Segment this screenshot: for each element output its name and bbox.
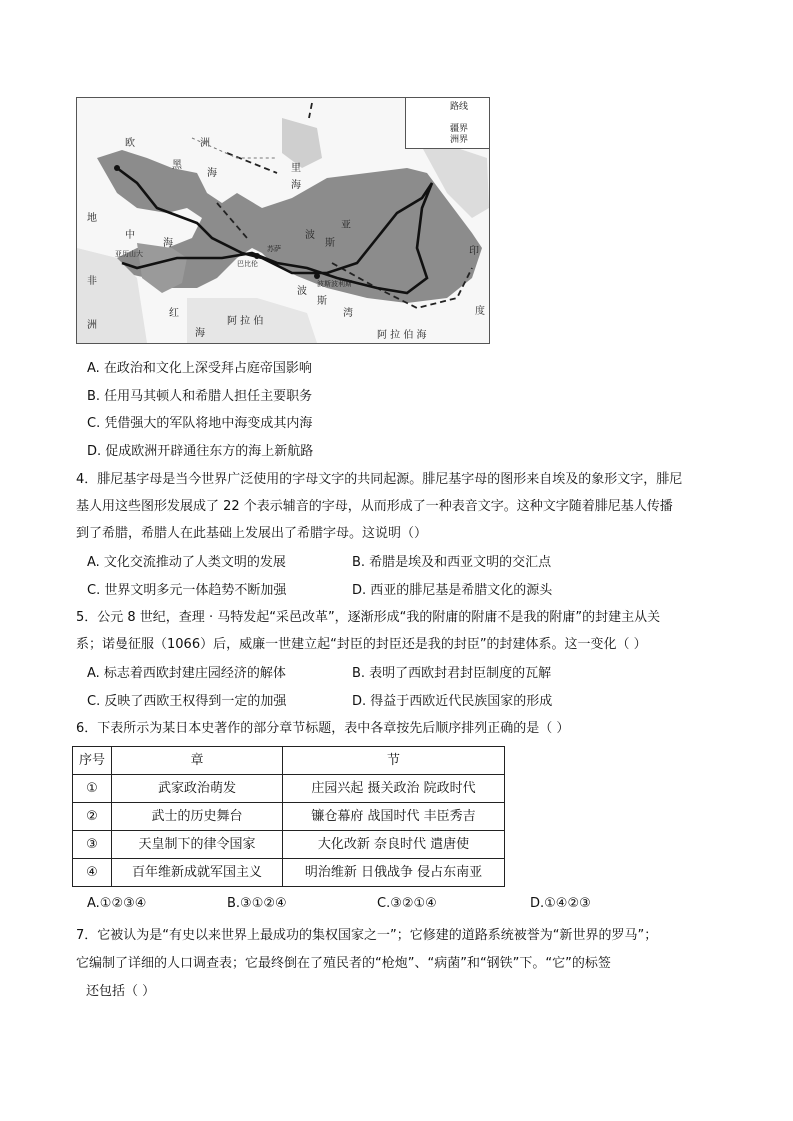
q4-option-c[interactable]: C. 世界文明多元一体趋势不断加强	[87, 583, 287, 598]
legend-label: 疆界	[450, 124, 469, 134]
table-header-row	[73, 747, 505, 775]
map-label: 中	[125, 230, 135, 241]
legend-label: 洲界	[450, 135, 469, 145]
map-label: 洲	[200, 138, 210, 149]
q6-option-c[interactable]: C.③②①④	[377, 896, 437, 911]
table-cell: 武士的历史舞台	[112, 803, 283, 831]
q4-stem-line: 基人用这些图形发展成了 22 个表示辅音的字母，从而形成了一种表音文字。这种文字随着腓尼基人传播	[76, 499, 673, 514]
table-header-cell: 序号	[73, 747, 112, 775]
q6-stem: 6．下表所示为某日本史著作的部分章节标题，表中各章按先后顺序排列正确的是（ ）	[76, 721, 570, 736]
q7-stem-line: 它编制了详细的人口调查表；它最终倒在了殖民者的“枪炮”、“病菌”和“钢铁”下。“它”的标签	[76, 956, 611, 971]
map-label: 欧	[125, 138, 135, 149]
q4-option-b[interactable]: B. 希腊是埃及和西亚文明的交汇点	[352, 555, 552, 570]
table-cell: ①	[73, 775, 112, 803]
map-label: 湾	[343, 308, 353, 319]
q3-option-d[interactable]: D. 促成欧洲开辟通往东方的海上新航路	[87, 444, 314, 459]
caspian-sea	[282, 118, 322, 168]
table-row	[73, 775, 505, 803]
map-label: 海	[195, 328, 205, 339]
map-label: 印	[469, 246, 479, 257]
table-cell: ②	[73, 803, 112, 831]
map-label: 度	[475, 306, 485, 317]
table-header-cell: 章	[112, 747, 283, 775]
table-cell: 庄园兴起 摄关政治 院政时代	[283, 775, 505, 803]
table-cell: 天皇制下的律令国家	[112, 831, 283, 859]
q6-table	[72, 746, 505, 887]
q4-option-d[interactable]: D. 西亚的腓尼基是希腊文化的源头	[352, 583, 553, 598]
map-label: 海	[163, 238, 173, 249]
map-label: 地	[87, 213, 97, 224]
map-label: 洲	[87, 320, 97, 331]
q6-option-b[interactable]: B.③①②④	[227, 896, 287, 911]
map-label: 巴比伦	[237, 260, 258, 268]
map-label: 海	[207, 168, 217, 179]
table-cell: 武家政治萌发	[112, 775, 283, 803]
q5-stem-line: 系；诺曼征服（1066）后，威廉一世建立起“封臣的封臣还是我的封臣”的封建体系。这一变化（ ）	[76, 637, 647, 652]
q3-option-b[interactable]: B. 任用马其顿人和希腊人担任主要职务	[87, 389, 313, 404]
map-label: 斯	[325, 238, 335, 249]
table-cell: 百年维新成就军国主义	[112, 859, 283, 887]
q3-option-c[interactable]: C. 凭借强大的军队将地中海变成其内海	[87, 416, 313, 431]
map-label: 波	[297, 286, 307, 297]
q3-option-a[interactable]: A. 在政治和文化上深受拜占庭帝国影响	[87, 361, 312, 376]
q5-option-b[interactable]: B. 表明了西欧封君封臣制度的瓦解	[352, 666, 552, 681]
city-babylon	[254, 253, 260, 259]
table-header-cell: 节	[283, 747, 505, 775]
map-label: 斯	[317, 296, 327, 307]
q7-stem-line: 7．它被认为是“有史以来世界上最成功的集权国家之一”；它修建的道路系统被誉为“新世界的罗马”；	[76, 928, 658, 943]
q4-stem-line: 到了希腊，希腊人在此基础上发展出了希腊字母。这说明（）	[76, 526, 428, 541]
map-label: 波	[305, 230, 315, 241]
q5-option-c[interactable]: C. 反映了西欧王权得到一定的加强	[87, 694, 287, 709]
map-label: 非	[87, 276, 97, 287]
table-cell: ③	[73, 831, 112, 859]
table-row	[73, 831, 505, 859]
map-label: 亚历山大	[115, 250, 143, 258]
map-label: 红	[169, 308, 179, 319]
table-row	[73, 859, 505, 887]
q6-option-d[interactable]: D.①④②③	[530, 896, 591, 911]
table-cell: 明治维新 日俄战争 侵占东南亚	[283, 859, 505, 887]
table-cell: ④	[73, 859, 112, 887]
map-label: 黑	[172, 160, 182, 171]
map-label: 波斯波利斯	[317, 280, 352, 288]
historical-map	[76, 97, 490, 344]
city-macedon	[114, 165, 120, 171]
q5-option-a[interactable]: A. 标志着西欧封建庄园经济的解体	[87, 666, 286, 681]
map-label: 亚	[341, 220, 351, 231]
table-row	[73, 803, 505, 831]
table-cell: 镰仓幕府 战国时代 丰臣秀吉	[283, 803, 505, 831]
q4-option-a[interactable]: A. 文化交流推动了人类文明的发展	[87, 555, 286, 570]
map-label: 阿 拉 伯	[227, 316, 264, 327]
q6-option-a[interactable]: A.①②③④	[87, 896, 147, 911]
q5-stem-line: 5．公元 8 世纪，查理 · 马特发起“采邑改革”，逐渐形成“我的附庸的附庸不是我的附庸”的封建主从关	[76, 610, 661, 625]
map-label: 阿 拉 伯 海	[377, 330, 427, 341]
q5-option-d[interactable]: D. 得益于西欧近代民族国家的形成	[352, 694, 553, 709]
map-label: 里	[291, 163, 301, 174]
city-persepolis	[314, 273, 320, 279]
legend-label: 路线	[450, 102, 469, 112]
map-legend	[405, 98, 489, 149]
q4-stem-line: 4．腓尼基字母是当今世界广泛使用的字母文字的共同起源。腓尼基字母的图形来自埃及的象形文字，腓尼	[76, 472, 683, 487]
map-label: 海	[291, 180, 301, 191]
map-label: 苏萨	[267, 245, 281, 253]
table-cell: 大化改新 奈良时代 遣唐使	[283, 831, 505, 859]
q7-stem-line: 还包括（ ）	[86, 984, 156, 999]
